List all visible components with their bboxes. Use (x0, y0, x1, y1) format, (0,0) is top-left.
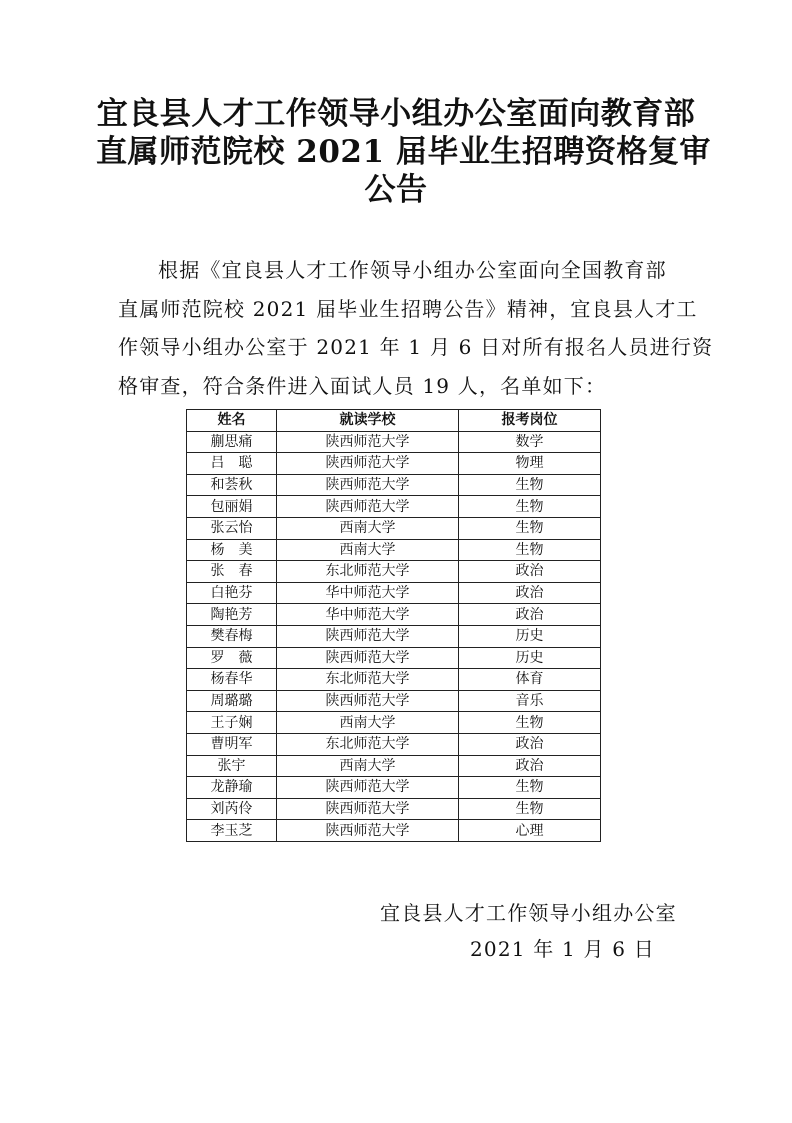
table-row (187, 777, 601, 799)
cell-school: 陕西师范大学 (277, 647, 459, 669)
table-row (187, 690, 601, 712)
table-header-row (187, 410, 601, 432)
cell-school: 陕西师范大学 (277, 690, 459, 712)
cell-name: 樊春梅 (187, 625, 277, 647)
cell-position: 物理 (459, 453, 601, 475)
cell-name: 罗 薇 (187, 647, 277, 669)
table-body (187, 431, 601, 841)
cell-school: 陕西师范大学 (277, 820, 459, 842)
cell-name: 吕 聪 (187, 453, 277, 475)
cell-school: 陕西师范大学 (277, 431, 459, 453)
cell-school: 华中师范大学 (277, 582, 459, 604)
issue-date: 2021 年 1 月 6 日 (470, 937, 655, 961)
cell-school: 东北师范大学 (277, 669, 459, 691)
cell-school: 陕西师范大学 (277, 625, 459, 647)
cell-name: 杨 美 (187, 539, 277, 561)
paragraph-line-1: 根据《宜良县人才工作领导小组办公室面向全国教育部 (158, 258, 667, 282)
cell-name: 杨春华 (187, 669, 277, 691)
candidate-table (186, 409, 601, 842)
cell-position: 体育 (459, 669, 601, 691)
table-row (187, 582, 601, 604)
cell-position: 政治 (459, 582, 601, 604)
cell-position: 政治 (459, 604, 601, 626)
table-row (187, 820, 601, 842)
title-line-2: 直属师范院校 2021 届毕业生招聘资格复审 (96, 134, 711, 170)
intro-paragraph (118, 251, 714, 405)
table-row (187, 733, 601, 755)
paragraph-line-3: 作领导小组办公室于 2021 年 1 月 6 日对所有报名人员进行资 (118, 335, 714, 359)
document-title (96, 95, 711, 209)
table-row (187, 647, 601, 669)
cell-name: 陶艳芳 (187, 604, 277, 626)
cell-name: 白艳芬 (187, 582, 277, 604)
cell-name: 蒯思痛 (187, 431, 277, 453)
cell-name: 和荟秋 (187, 474, 277, 496)
cell-position: 数学 (459, 431, 601, 453)
cell-position: 心理 (459, 820, 601, 842)
cell-position: 音乐 (459, 690, 601, 712)
cell-name: 张宇 (187, 755, 277, 777)
table-row (187, 604, 601, 626)
table-row (187, 625, 601, 647)
table-row (187, 539, 601, 561)
table-row (187, 496, 601, 518)
header-school: 就读学校 (277, 410, 459, 432)
cell-position: 政治 (459, 755, 601, 777)
cell-name: 张 春 (187, 561, 277, 583)
cell-school: 西南大学 (277, 539, 459, 561)
cell-school: 陕西师范大学 (277, 474, 459, 496)
cell-position: 政治 (459, 561, 601, 583)
cell-name: 曹明军 (187, 733, 277, 755)
cell-school: 西南大学 (277, 755, 459, 777)
cell-name: 王子娴 (187, 712, 277, 734)
cell-name: 周璐璐 (187, 690, 277, 712)
cell-position: 生物 (459, 496, 601, 518)
cell-name: 龙静瑜 (187, 777, 277, 799)
table-row (187, 517, 601, 539)
table-row (187, 712, 601, 734)
cell-position: 历史 (459, 647, 601, 669)
cell-school: 东北师范大学 (277, 733, 459, 755)
header-name: 姓名 (187, 410, 277, 432)
cell-position: 生物 (459, 539, 601, 561)
table-row (187, 431, 601, 453)
cell-position: 生物 (459, 777, 601, 799)
cell-school: 东北师范大学 (277, 561, 459, 583)
cell-school: 陕西师范大学 (277, 798, 459, 820)
cell-position: 生物 (459, 474, 601, 496)
cell-position: 生物 (459, 712, 601, 734)
table-row (187, 561, 601, 583)
cell-position: 生物 (459, 798, 601, 820)
issuer-signature: 宜良县人才工作领导小组办公室 (380, 901, 677, 925)
cell-position: 历史 (459, 625, 601, 647)
paragraph-line-2: 直属师范院校 2021 届毕业生招聘公告》精神，宜良县人才工 (118, 296, 698, 321)
paragraph-line-4: 格审查，符合条件进入面试人员 19 人，名单如下： (118, 373, 607, 398)
cell-name: 刘芮伶 (187, 798, 277, 820)
title-line-3: 公告 (364, 172, 428, 208)
table-row (187, 474, 601, 496)
cell-name: 张云怡 (187, 517, 277, 539)
title-line-1: 宜良县人才工作领导小组办公室面向教育部 (96, 96, 696, 132)
cell-school: 陕西师范大学 (277, 777, 459, 799)
table-row (187, 453, 601, 475)
cell-school: 陕西师范大学 (277, 496, 459, 518)
cell-position: 生物 (459, 517, 601, 539)
cell-position: 政治 (459, 733, 601, 755)
cell-school: 华中师范大学 (277, 604, 459, 626)
header-position: 报考岗位 (459, 410, 601, 432)
table-row (187, 669, 601, 691)
cell-name: 李玉芝 (187, 820, 277, 842)
cell-school: 陕西师范大学 (277, 453, 459, 475)
table-row (187, 755, 601, 777)
cell-name: 包丽娟 (187, 496, 277, 518)
cell-school: 西南大学 (277, 712, 459, 734)
table-row (187, 798, 601, 820)
cell-school: 西南大学 (277, 517, 459, 539)
